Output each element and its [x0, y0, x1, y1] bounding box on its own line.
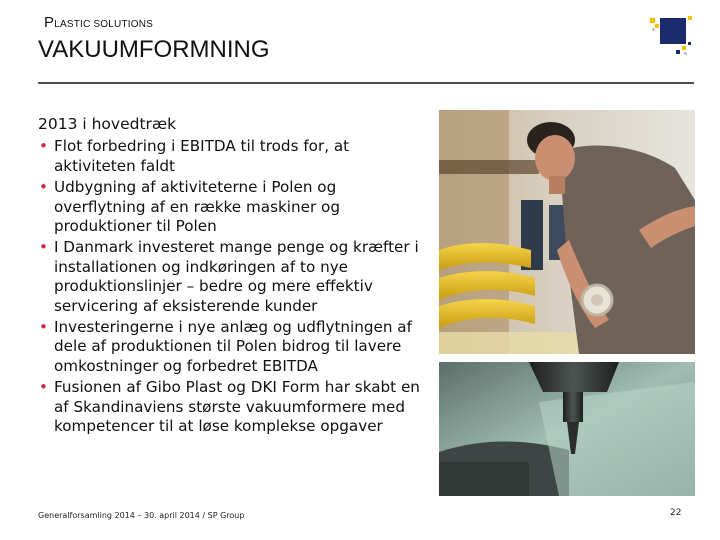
logo-dot	[688, 42, 691, 45]
bullet-icon: •	[39, 238, 48, 257]
bullet-item	[38, 178, 430, 236]
subheading: 2013 i hovedtræk	[38, 115, 177, 133]
kicker-initial: P	[44, 14, 55, 31]
section-kicker	[44, 14, 153, 31]
bullet-list	[38, 137, 430, 436]
bullet-text: Fusionen af Gibo Plast og DKI Form har skabt en af Skandinaviens største vakuumformere med kompetencer til at løse komplekse opgaver	[54, 378, 420, 436]
bullet-item	[38, 318, 430, 376]
title-divider	[38, 82, 694, 84]
kicker-rest: LASTIC SOLUTIONS	[54, 19, 153, 30]
logo-dot	[650, 18, 655, 23]
bullet-icon: •	[39, 178, 48, 197]
bullet-item	[38, 378, 430, 436]
bullet-icon: •	[39, 318, 48, 337]
bullet-text: Flot forbedring i EBITDA til trods for, at aktiviteten faldt	[54, 137, 350, 175]
footer-text: Generalforsamling 2014 – 30. april 2014 / SP Group	[38, 511, 245, 520]
company-logo	[646, 14, 696, 58]
page-number: 22	[670, 508, 682, 518]
logo-dot	[652, 28, 655, 31]
bullet-text: I Danmark investeret mange penge og kræfter i installationen og indkøringen af to nye produktionslinjer – bedre og mere effektiv servicering af eksisterende kunder	[54, 238, 419, 315]
logo-dot	[676, 50, 680, 54]
logo-dot	[684, 52, 687, 55]
slide-title: VAKUUMFORMNING	[38, 36, 270, 63]
bullet-icon: •	[39, 137, 48, 156]
bullet-item	[38, 137, 430, 176]
logo-dot	[655, 24, 659, 28]
bullet-text: Udbygning af aktiviteterne i Polen og overflytning af en række maskiner og produktioner til Polen	[54, 178, 340, 236]
cnc-machine-photo	[439, 362, 695, 496]
bullet-icon: •	[39, 378, 48, 397]
worker-photo	[439, 110, 695, 354]
logo-dot	[682, 46, 686, 50]
bullet-text: Investeringerne i nye anlæg og udflytningen af dele af produktionen til Polen bidrog til lavere omkostninger og forbedret EBITDA	[54, 318, 412, 375]
logo-square	[660, 18, 686, 44]
content-area	[38, 115, 430, 439]
logo-dot	[688, 16, 692, 20]
bullet-item	[38, 238, 430, 316]
